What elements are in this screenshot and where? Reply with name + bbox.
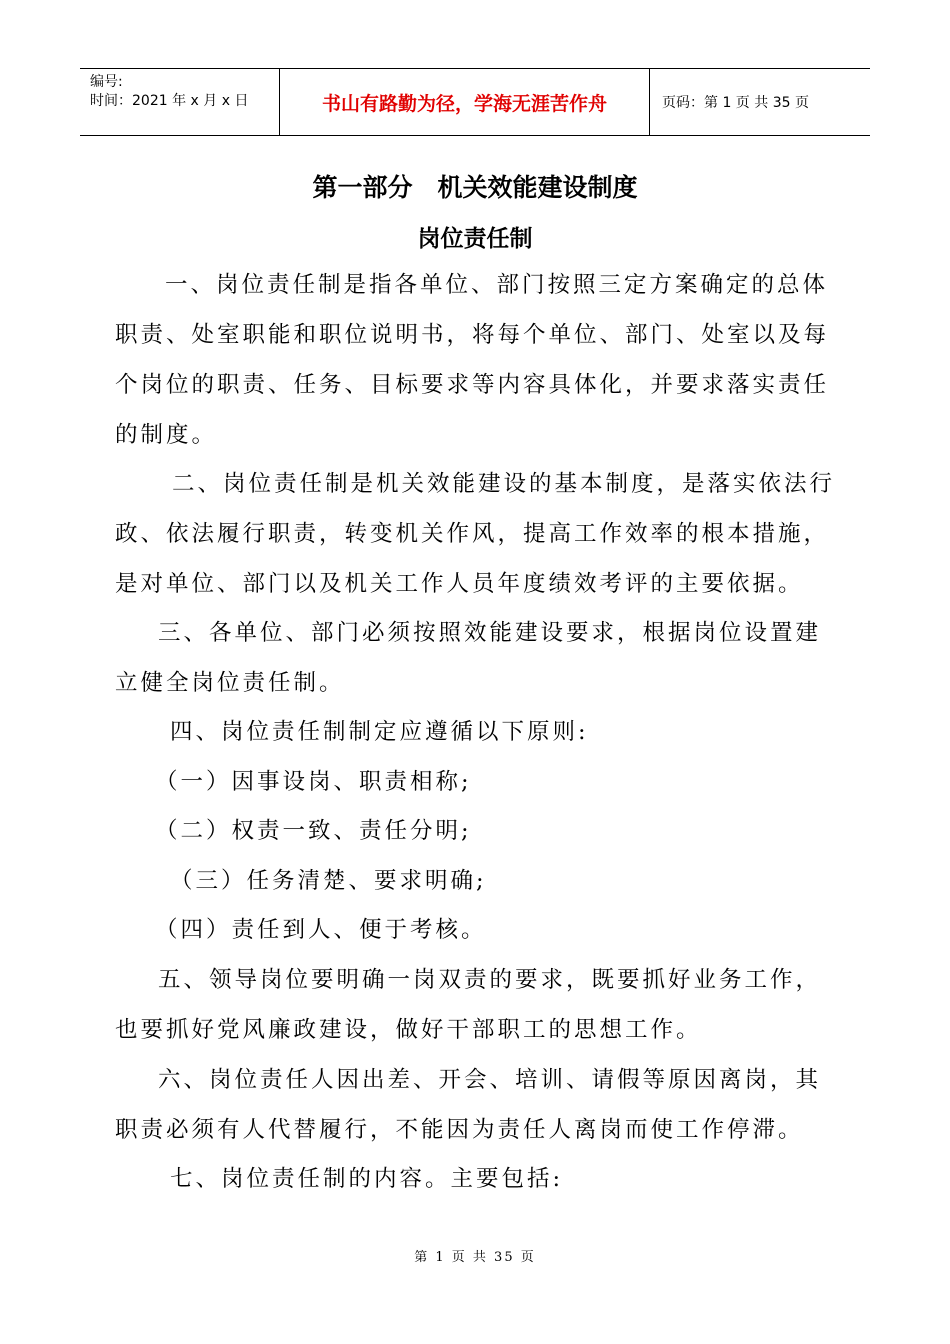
time-label: 时间：2021 年 x 月 x 日: [90, 93, 249, 109]
header-page-info: 页码：第 1 页 共 35 页: [662, 95, 809, 111]
document-header: [80, 68, 870, 136]
body-line: 一、岗位责任制是指各单位、部门按照三定方案确定的总体: [165, 272, 829, 298]
body-line: 是对单位、部门以及机关工作人员年度绩效考评的主要依据。: [115, 571, 804, 597]
body-line: 四、岗位责任制制定应遵循以下原则:: [170, 719, 589, 745]
body-line: 职责必须有人代替履行，不能因为责任人离岗而使工作停滞。: [115, 1117, 804, 1143]
body-line: 立健全岗位责任制。: [115, 670, 345, 696]
body-line: （三）任务清楚、要求明确;: [170, 868, 487, 894]
body-line: 六、岗位责任人因出差、开会、培训、请假等原因离岗，其: [158, 1067, 822, 1093]
document-title: 第一部分 机关效能建设制度: [312, 173, 638, 202]
number-label: 编号:: [90, 74, 123, 90]
body-line: 个岗位的职责、任务、目标要求等内容具体化，并要求落实责任: [115, 372, 830, 398]
body-line: 五、领导岗位要明确一岗双责的要求，既要抓好业务工作，: [158, 967, 822, 993]
body-line: 的制度。: [115, 422, 218, 448]
body-line: 政、依法履行职责，转变机关作风，提高工作效率的根本措施，: [115, 521, 830, 547]
body-line: 二、岗位责任制是机关效能建设的基本制度，是落实依法行: [172, 471, 836, 497]
document-subtitle: 岗位责任制: [417, 226, 533, 252]
header-motto: 书山有路勤为径，学海无涯苦作舟: [280, 69, 650, 135]
body-line: 职责、处室职能和职位说明书，将每个单位、部门、处室以及每: [115, 322, 830, 348]
body-line: 七、岗位责任制的内容。主要包括:: [170, 1166, 564, 1192]
body-line: （四）责任到人、便于考核。: [155, 917, 487, 943]
body-line: （二）权责一致、责任分明;: [155, 818, 472, 844]
body-line: （一）因事设岗、职责相称;: [155, 769, 472, 795]
body-line: 三、各单位、部门必须按照效能建设要求，根据岗位设置建: [158, 620, 822, 646]
header-meta: [80, 69, 280, 135]
page-footer: 第 1 页 共 35 页: [414, 1250, 536, 1265]
body-line: 也要抓好党风廉政建设，做好干部职工的思想工作。: [115, 1017, 702, 1043]
